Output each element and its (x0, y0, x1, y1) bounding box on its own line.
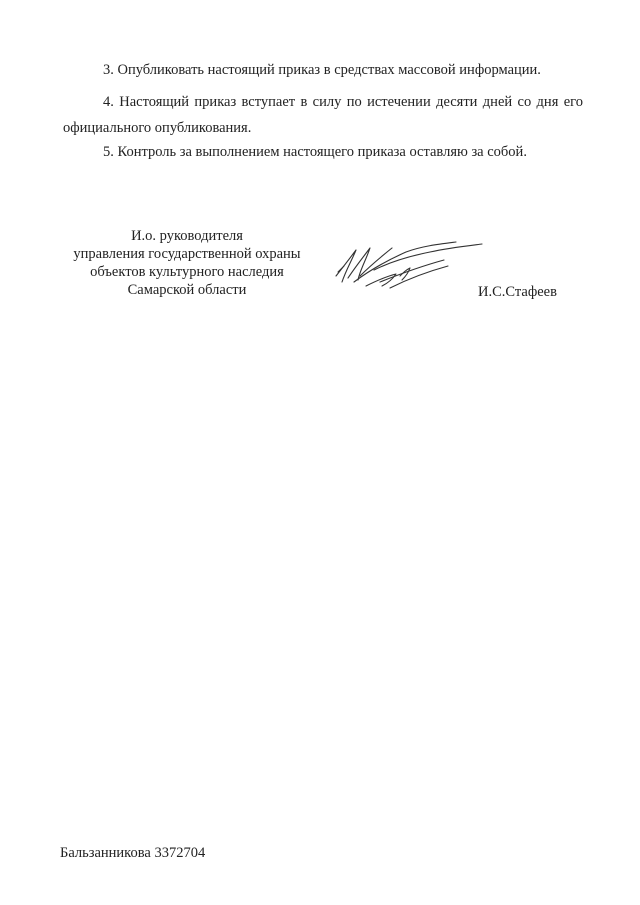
signatory-name: И.С.Стафеев (478, 284, 557, 300)
handwritten-signature (330, 236, 490, 296)
signatory-position-line: Самарской области (127, 282, 247, 298)
paragraph-item-4: 4. Настоящий приказ вступает в силу по истечении десяти дней со дня его официального опубликования. (63, 94, 583, 136)
executor-note: Бальзанникова 3372704 (60, 845, 206, 861)
signatory-position-line: И.о. руководителя (131, 228, 243, 244)
signatory-position (52, 227, 322, 299)
paragraph-item-5: 5. Контроль за выполнением настоящего приказа оставляю за собой. (103, 144, 527, 160)
signatory-position-line: объектов культурного наследия (90, 264, 284, 280)
signatory-position-line: управления государственной охраны (73, 246, 301, 262)
paragraph-item-3: 3. Опубликовать настоящий приказ в средствах массовой информации. (103, 62, 541, 78)
